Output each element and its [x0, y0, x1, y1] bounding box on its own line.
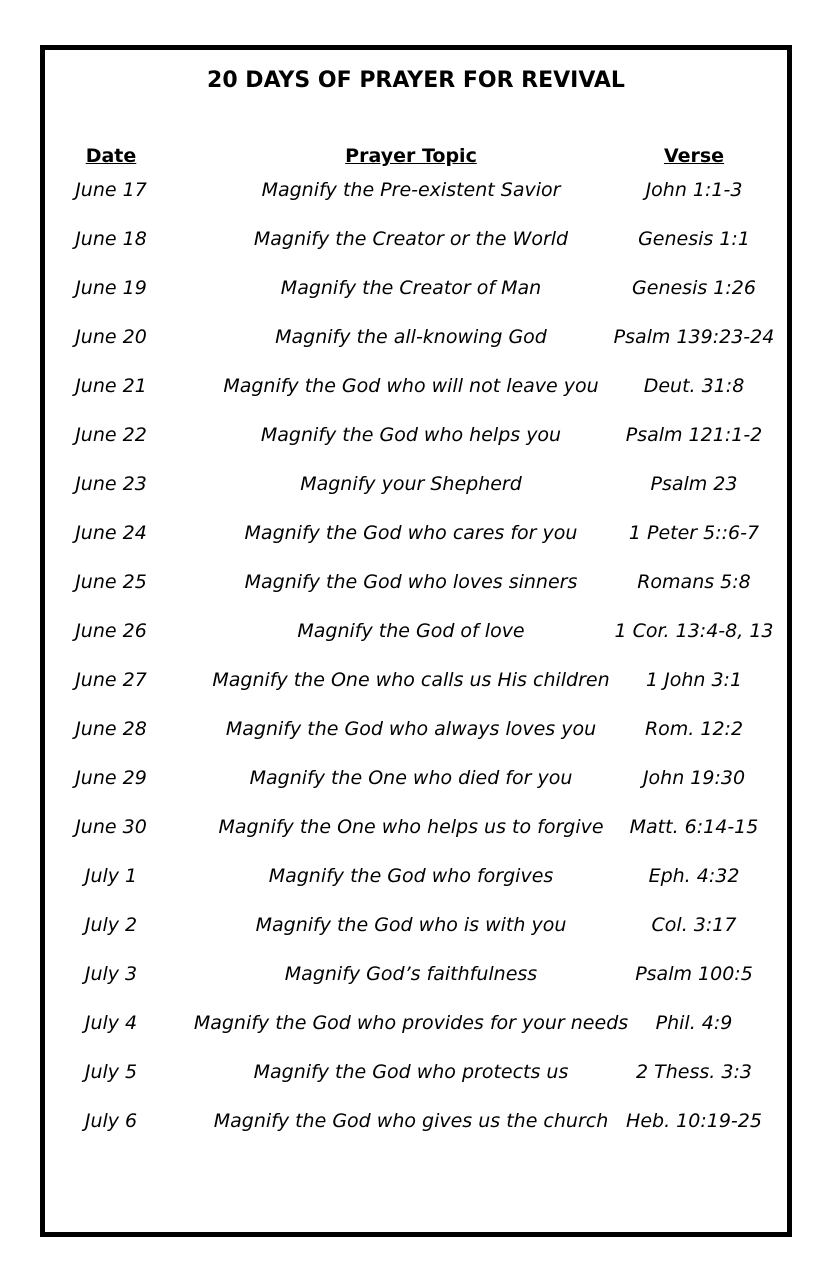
table-row	[45, 816, 787, 865]
row-prayer-topic: Magnify the One who calls us His children	[212, 669, 610, 691]
table-row	[45, 1012, 787, 1061]
row-prayer-topic: Magnify the God who helps you	[260, 424, 562, 446]
row-verse: Col. 3:17	[651, 914, 737, 936]
row-date: June 19	[75, 277, 147, 299]
row-verse: Heb. 10:19-25	[626, 1110, 762, 1132]
row-prayer-topic: Magnify the Creator of Man	[280, 277, 542, 299]
table-row	[45, 1061, 787, 1110]
table-row	[45, 1110, 787, 1159]
table-row	[45, 669, 787, 718]
row-verse: 1 Peter 5::6-7	[628, 522, 760, 544]
table-row	[45, 963, 787, 1012]
row-date: July 4	[84, 1012, 138, 1034]
row-date: June 26	[75, 620, 147, 642]
table-header	[45, 145, 787, 171]
table-row	[45, 228, 787, 277]
row-prayer-topic: Magnify the One who died for you	[249, 767, 573, 789]
row-prayer-topic: Magnify the God who loves sinners	[244, 571, 578, 593]
row-prayer-topic: Magnify the God who forgives	[268, 865, 554, 887]
row-date: June 18	[75, 228, 147, 250]
row-prayer-topic: Magnify the God of love	[297, 620, 525, 642]
table-row	[45, 571, 787, 620]
row-verse: John 19:30	[642, 767, 746, 789]
table-row	[45, 914, 787, 963]
table-row	[45, 620, 787, 669]
column-header-verse: Verse	[663, 145, 725, 167]
row-prayer-topic: Magnify your Shepherd	[300, 473, 522, 495]
column-header-date: Date	[85, 145, 137, 167]
row-verse: Deut. 31:8	[643, 375, 745, 397]
table-row	[45, 865, 787, 914]
table-row	[45, 277, 787, 326]
row-date: June 29	[75, 767, 147, 789]
row-date: June 21	[75, 375, 147, 397]
row-verse: Matt. 6:14-15	[629, 816, 759, 838]
row-date: July 2	[84, 914, 138, 936]
row-date: July 5	[84, 1061, 138, 1083]
table-row	[45, 522, 787, 571]
row-prayer-topic: Magnify the God who protects us	[253, 1061, 569, 1083]
row-date: June 23	[75, 473, 147, 495]
prayer-schedule-table	[45, 179, 787, 1159]
row-prayer-topic: Magnify God’s faithfulness	[284, 963, 538, 985]
row-prayer-topic: Magnify the God who always loves you	[225, 718, 597, 740]
table-row	[45, 375, 787, 424]
table-row	[45, 473, 787, 522]
row-date: July 1	[84, 865, 138, 887]
column-header-prayer-topic: Prayer Topic	[345, 145, 477, 167]
row-date: June 30	[75, 816, 147, 838]
row-date: June 27	[75, 669, 147, 691]
row-verse: Romans 5:8	[637, 571, 751, 593]
row-prayer-topic: Magnify the all-knowing God	[275, 326, 547, 348]
row-prayer-topic: Magnify the One who helps us to forgive	[218, 816, 604, 838]
row-date: July 3	[84, 963, 138, 985]
row-verse: 2 Thess. 3:3	[636, 1061, 752, 1083]
page-title: 20 DAYS OF PRAYER FOR REVIVAL	[207, 68, 625, 93]
row-verse: 1 Cor. 13:4-8, 13	[614, 620, 774, 642]
table-row	[45, 767, 787, 816]
row-prayer-topic: Magnify the Creator or the World	[253, 228, 569, 250]
row-prayer-topic: Magnify the God who gives us the church	[213, 1110, 609, 1132]
row-date: June 17	[75, 179, 147, 201]
row-verse: Rom. 12:2	[644, 718, 744, 740]
table-row	[45, 718, 787, 767]
row-prayer-topic: Magnify the God who is with you	[255, 914, 567, 936]
row-verse: John 1:1-3	[645, 179, 743, 201]
row-prayer-topic: Magnify the God who cares for you	[244, 522, 578, 544]
table-row	[45, 326, 787, 375]
row-prayer-topic: Magnify the God who provides for your needs	[193, 1012, 629, 1034]
row-verse: Phil. 4:9	[655, 1012, 733, 1034]
row-prayer-topic: Magnify the Pre-existent Savior	[261, 179, 561, 201]
row-date: June 25	[75, 571, 147, 593]
row-verse: Eph. 4:32	[648, 865, 740, 887]
row-verse: Genesis 1:26	[632, 277, 756, 299]
row-date: June 20	[75, 326, 147, 348]
row-date: June 24	[75, 522, 147, 544]
row-date: July 6	[84, 1110, 138, 1132]
row-verse: Psalm 139:23-24	[613, 326, 775, 348]
row-verse: Psalm 121:1-2	[625, 424, 763, 446]
row-prayer-topic: Magnify the God who will not leave you	[223, 375, 599, 397]
table-row	[45, 424, 787, 473]
table-row	[45, 179, 787, 228]
row-verse: Psalm 100:5	[635, 963, 753, 985]
row-verse: Genesis 1:1	[638, 228, 750, 250]
row-verse: 1 John 3:1	[645, 669, 743, 691]
row-verse: Psalm 23	[650, 473, 738, 495]
row-date: June 22	[75, 424, 147, 446]
page-border	[40, 45, 792, 1237]
row-date: June 28	[75, 718, 147, 740]
